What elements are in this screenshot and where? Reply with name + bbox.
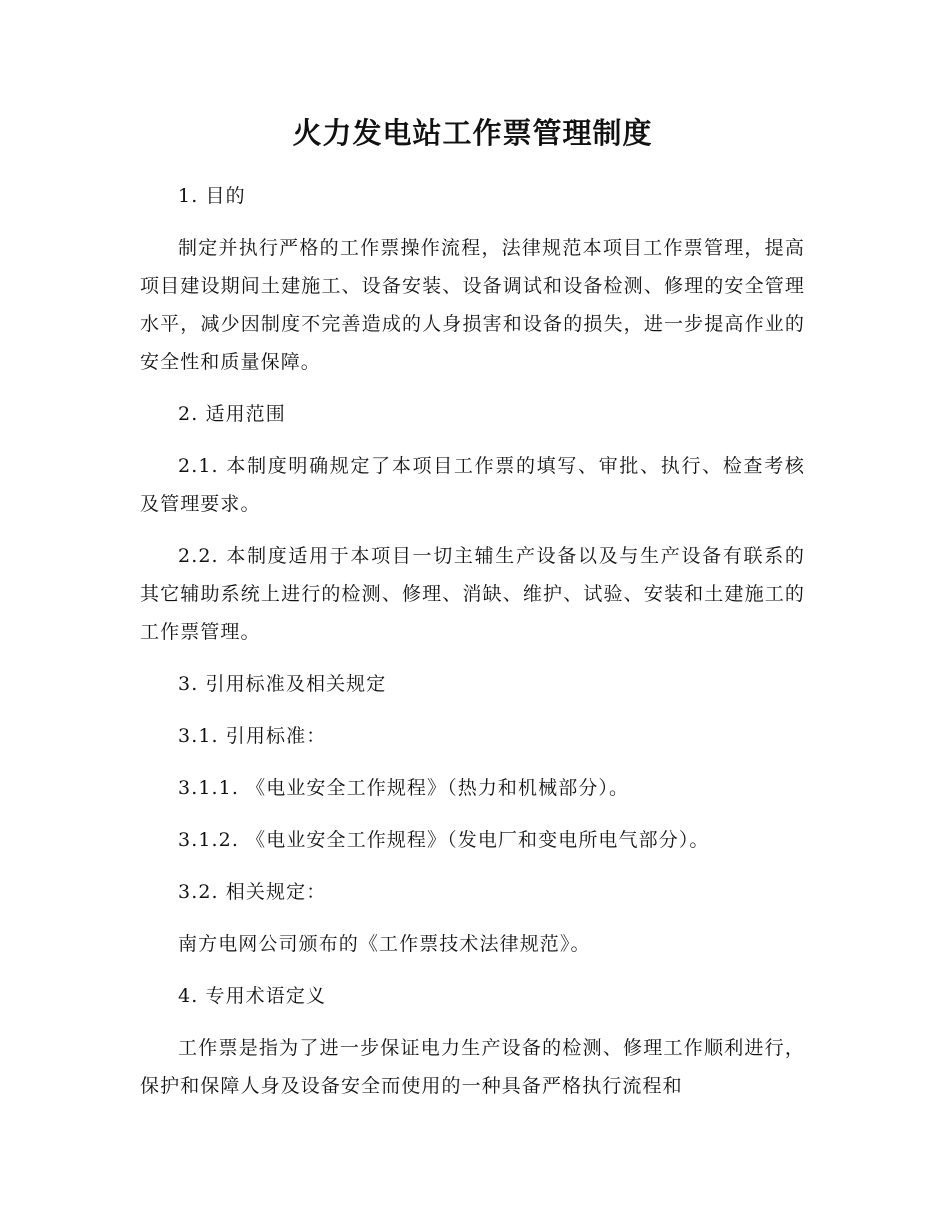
document-title: 火力发电站工作票管理制度 xyxy=(292,116,653,150)
paragraph-terms-definition: 工作票是指为了进一步保证电力生产设备的检测、修理工作顺利进行，保护和保障人身及设备安全而使用的一种具备严格执行流程和 xyxy=(140,1037,805,1097)
paragraph-standards-3-1-2: 3.1.2. 《电业安全工作规程》（发电厂和变电所电气部分）。 xyxy=(178,829,710,851)
document-page xyxy=(140,108,805,1105)
section-heading-purpose: 1. 目的 xyxy=(178,185,246,207)
document-body xyxy=(140,177,805,1105)
section-heading-scope: 2. 适用范围 xyxy=(178,403,286,425)
paragraph-related-text: 南方电网公司颁布的《工作票技术法律规范》。 xyxy=(178,933,591,955)
paragraph-standards-3-1-1: 3.1.1. 《电业安全工作规程》（热力和机械部分）。 xyxy=(178,777,630,799)
section-heading-standards: 3. 引用标准及相关规定 xyxy=(178,673,387,695)
paragraph-scope-2-1: 2.1. 本制度明确规定了本项目工作票的填写、审批、执行、检查考核及管理要求。 xyxy=(140,455,805,515)
section-heading-terms: 4. 专用术语定义 xyxy=(178,985,327,1007)
paragraph-related-3-2: 3.2. 相关规定： xyxy=(178,881,327,903)
paragraph-scope-2-2: 2.2. 本制度适用于本项目一切主辅生产设备以及与生产设备有联系的其它辅助系统上进行的检测、修理、消缺、维护、试验、安装和土建施工的工作票管理。 xyxy=(140,545,805,643)
paragraph-purpose: 制定并执行严格的工作票操作流程，法律规范本项目工作票管理，提高项目建设期间土建施工、设备安装、设备调试和设备检测、修理的安全管理水平，减少因制度不完善造成的人身损害和设备的损失，进一步提高作业的安全性和质量保障。 xyxy=(140,237,805,373)
paragraph-standards-3-1: 3.1. 引用标准： xyxy=(178,725,327,747)
